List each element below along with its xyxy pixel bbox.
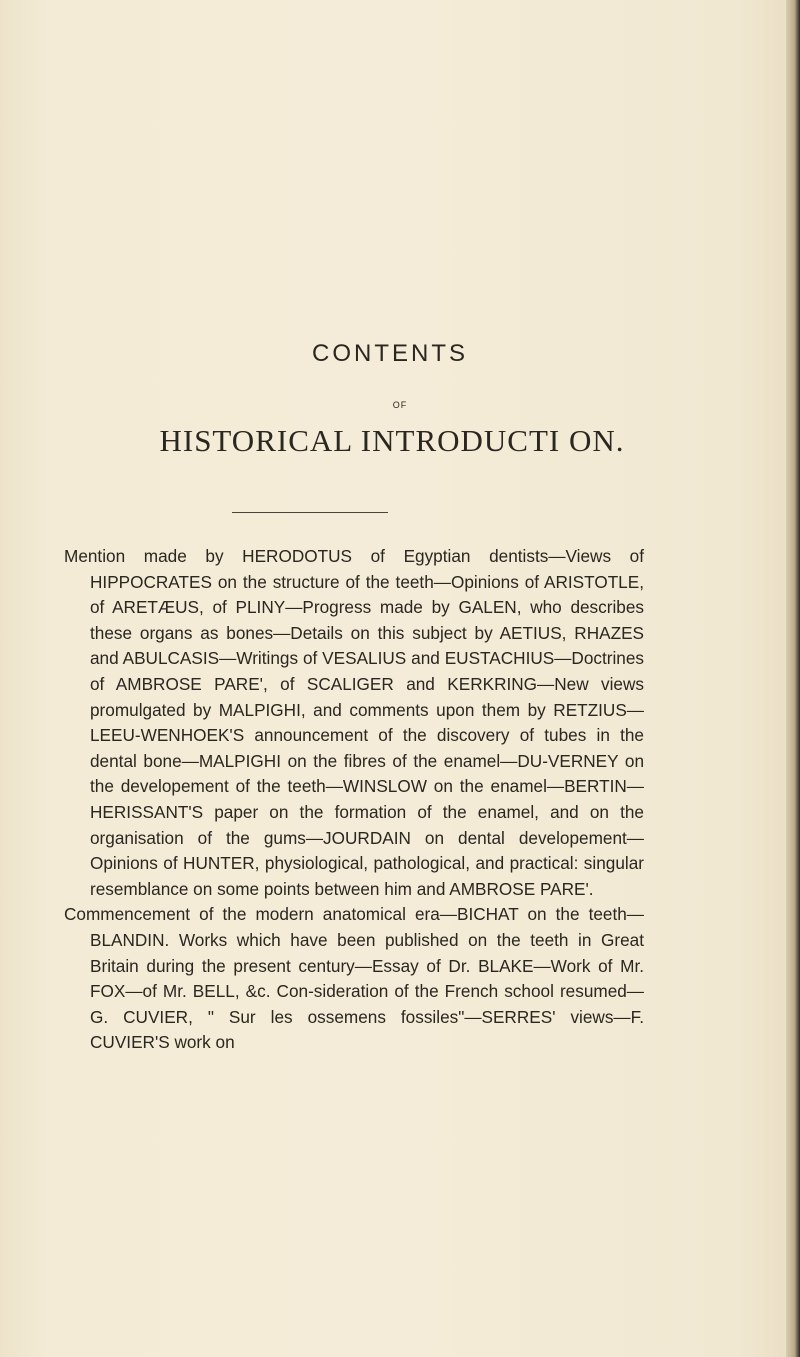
page-subtitle: HISTORICAL INTRODUCTI ON. [159, 423, 625, 458]
title-divider [232, 512, 388, 513]
contents-paragraph-2: Commencement of the modern anatomical era—BICHAT on the teeth—BLANDIN. Works which have been published on the teeth in Great Britain during the present century—Essay of Dr. BLAKE—Work of Mr. FOX—of Mr. BELL, &c. Con-sideration of the French school resumed—G. CUVIER, " Sur les ossemens fossiles"—SERRES' views—F. CUVIER'S work on [64, 904, 644, 1053]
page-edge [786, 0, 800, 1357]
contents-paragraph-1: Mention made by HERODOTUS of Egyptian dentists—Views of HIPPOCRATES on the structure of the teeth—Opinions of ARISTOTLE, of ARETÆUS, of PLINY—Progress made by GALEN, who describes these organs as bones—Details on this subject by AETIUS, RHAZES and ABULCASIS—Writings of VESALIUS and EUSTACHIUS—Doctrines of AMBROSE PARE', of SCALIGER and KERKRING—New views promulgated by MALPIGHI, and comments upon them by RETZIUS—LEEU-WENHOEK'S announcement of the discovery of tubes in the dental bone—MALPIGHI on the fibres of the enamel—DU-VERNEY on the developement of the teeth—WINSLOW on the enamel—BERTIN—HERISSANT'S paper on the formation of the enamel, and on the organisation of the gums—JOURDAIN on dental developement—Opinions of HUNTER, physiological, pathological, and practical: singular resemblance on some points between him and AMBROSE PARE'. [64, 546, 644, 899]
contents-body [64, 544, 644, 1056]
page-title: CONTENTS [312, 340, 468, 367]
title-connector: OF [392, 400, 408, 410]
